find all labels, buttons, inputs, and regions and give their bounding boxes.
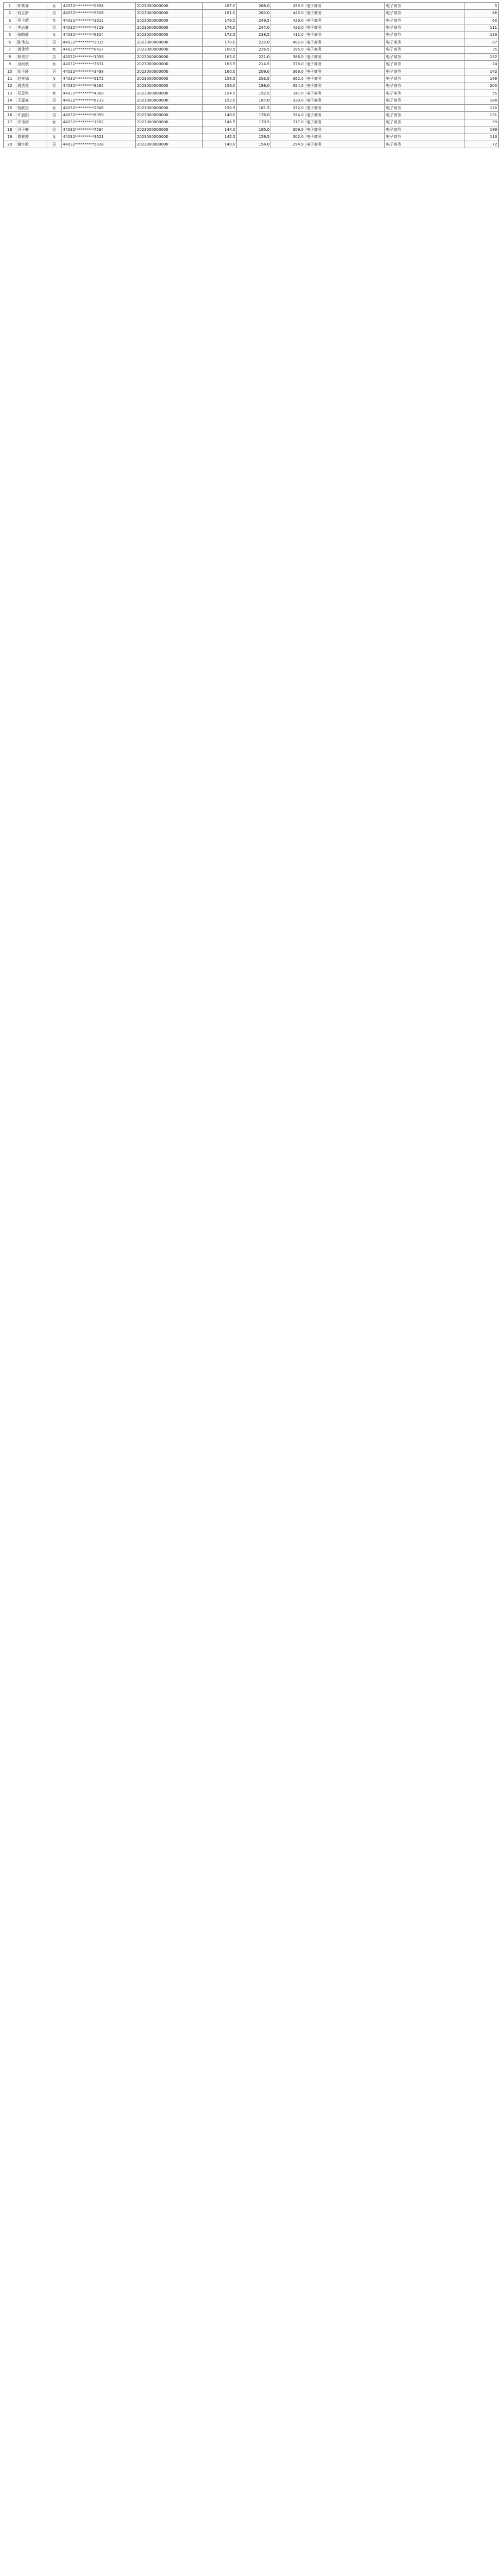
- id-number: 44032**********6713: [61, 97, 135, 104]
- student-name: 王嘉豪: [16, 97, 47, 104]
- score-a: 156.0: [203, 83, 237, 90]
- gender: 男: [47, 126, 61, 134]
- table-row: [4, 10, 499, 17]
- table-row: [4, 3, 499, 10]
- row-number: 3: [4, 17, 16, 24]
- score-a: 179.5: [203, 17, 237, 24]
- total-score: 423.0: [271, 24, 305, 31]
- exam-number: 2023000000000: [135, 134, 203, 141]
- student-name: 赵梓涵: [16, 75, 47, 83]
- student-name: 何立新: [16, 10, 47, 17]
- row-number: 8: [4, 53, 16, 60]
- score-b: 176.0: [237, 112, 271, 119]
- program: 电子商务: [385, 31, 465, 39]
- major: 电子商务: [305, 53, 385, 60]
- total-score: 443.0: [271, 10, 305, 17]
- student-name: 许晨阳: [16, 112, 47, 119]
- major: 电子商务: [305, 61, 385, 68]
- student-name: 杨欣怡: [16, 104, 47, 111]
- score-b: 247.0: [237, 24, 271, 31]
- program: 电子商务: [385, 112, 465, 119]
- gender: 男: [47, 39, 61, 46]
- row-number: 6: [4, 39, 16, 46]
- total-score: 302.0: [271, 134, 305, 141]
- row-number: 14: [4, 97, 16, 104]
- score-a: 160.0: [203, 68, 237, 75]
- total-score: 395.0: [271, 46, 305, 53]
- total-score: 354.0: [271, 83, 305, 90]
- program: 电子商务: [385, 53, 465, 60]
- total-score: 324.0: [271, 112, 305, 119]
- gender: 女: [47, 119, 61, 126]
- program: 电子商务: [385, 134, 465, 141]
- total-score: 411.0: [271, 31, 305, 39]
- id-number: 44032**********2946: [61, 104, 135, 111]
- id-number: 44032**********6324: [61, 31, 135, 39]
- student-name: 钟秦菲: [16, 3, 47, 10]
- exam-number: 2023000000000: [135, 90, 203, 97]
- gender: 男: [47, 97, 61, 104]
- student-name: 刘子轩: [16, 68, 47, 75]
- program: 电子商务: [385, 61, 465, 68]
- score-a: 165.0: [203, 53, 237, 60]
- total-score: 386.0: [271, 53, 305, 60]
- score-b: 268.0: [237, 3, 271, 10]
- exam-number: 2023000000000: [135, 3, 203, 10]
- score-b: 221.0: [237, 53, 271, 60]
- table-row: [4, 39, 499, 46]
- gender: 女: [47, 61, 61, 68]
- program: 电子商务: [385, 68, 465, 75]
- major: 电子商务: [305, 97, 385, 104]
- table-row: [4, 24, 499, 31]
- program: 电子商务: [385, 119, 465, 126]
- id-number: 44032**********8059: [61, 112, 135, 119]
- student-name: 谢宇航: [16, 141, 47, 148]
- id-number: 44032**********1056: [61, 53, 135, 60]
- score-b: 159.5: [237, 134, 271, 141]
- score-b: 249.5: [237, 17, 271, 24]
- program: 电子商务: [385, 126, 465, 134]
- gender: 男: [47, 112, 61, 119]
- rank: 123: [465, 31, 499, 39]
- exam-number: 2023000000000: [135, 10, 203, 17]
- table-row: [4, 141, 499, 148]
- row-number: 4: [4, 24, 16, 31]
- row-number: 2: [4, 10, 16, 17]
- major: 电子商务: [305, 83, 385, 90]
- student-name: 张晓敏: [16, 31, 47, 39]
- total-score: 429.0: [271, 17, 305, 24]
- gender: 女: [47, 134, 61, 141]
- program: 电子商务: [385, 90, 465, 97]
- score-b: 198.0: [237, 83, 271, 90]
- score-a: 152.0: [203, 97, 237, 104]
- rank: 131: [465, 112, 499, 119]
- major: 电子商务: [305, 31, 385, 39]
- rank: 188: [465, 126, 499, 134]
- table-row: [4, 68, 499, 75]
- exam-number: 2023000000000: [135, 141, 203, 148]
- row-number: 16: [4, 112, 16, 119]
- total-score: 347.0: [271, 90, 305, 97]
- exam-number: 2023000000000: [135, 61, 203, 68]
- student-name: 周浩然: [16, 83, 47, 90]
- id-number: 44032**********3621: [61, 134, 135, 141]
- id-number: 44032**********7294: [61, 126, 135, 134]
- score-b: 192.5: [237, 90, 271, 97]
- total-score: 309.0: [271, 126, 305, 134]
- exam-number: 2023000000000: [135, 17, 203, 24]
- program: 电子商务: [385, 24, 465, 31]
- program: 电子商务: [385, 141, 465, 148]
- score-b: 181.5: [237, 104, 271, 111]
- row-number: 10: [4, 68, 16, 75]
- major: 电子商务: [305, 134, 385, 141]
- score-b: 165.0: [237, 126, 271, 134]
- gender: 女: [47, 104, 61, 111]
- total-score: 317.0: [271, 119, 305, 126]
- id-number: 44032**********1587: [61, 119, 135, 126]
- row-number: 1: [4, 3, 16, 10]
- gender: 男: [47, 53, 61, 60]
- id-number: 44032**********4380: [61, 90, 135, 97]
- gender: 女: [47, 31, 61, 39]
- exam-number: 2023000000000: [135, 112, 203, 119]
- id-number: 44032**********9265: [61, 83, 135, 90]
- table-row: [4, 97, 499, 104]
- exam-number: 2023000000000: [135, 119, 203, 126]
- student-name: 郑思琪: [16, 90, 47, 97]
- score-b: 238.5: [237, 31, 271, 39]
- major: 电子商务: [305, 24, 385, 31]
- major: 电子商务: [305, 112, 385, 119]
- total-score: 378.0: [271, 61, 305, 68]
- id-number: 44032**********5938: [61, 141, 135, 148]
- program: 电子商务: [385, 104, 465, 111]
- id-number: 44032**********2815: [61, 39, 135, 46]
- rank: 60: [465, 17, 499, 24]
- program: 电子商务: [385, 3, 465, 10]
- exam-number: 2023000000000: [135, 97, 203, 104]
- table-row: [4, 134, 499, 141]
- score-a: 144.0: [203, 126, 237, 134]
- table-row: [4, 17, 499, 24]
- score-b: 203.5: [237, 75, 271, 83]
- student-name: 曾雅婷: [16, 134, 47, 141]
- score-b: 214.5: [237, 61, 271, 68]
- program: 电子商务: [385, 10, 465, 17]
- total-score: 402.0: [271, 39, 305, 46]
- major: 电子商务: [305, 90, 385, 97]
- table-row: [4, 112, 499, 119]
- score-a: 163.5: [203, 61, 237, 68]
- exam-number: 2023000000000: [135, 104, 203, 111]
- gender: 女: [47, 17, 61, 24]
- id-number: 44032**********5172: [61, 75, 135, 83]
- major: 电子商务: [305, 10, 385, 17]
- program: 电子商务: [385, 75, 465, 83]
- program: 电子商务: [385, 39, 465, 46]
- gender: 女: [47, 46, 61, 53]
- student-name: 林俊宇: [16, 53, 47, 60]
- rank: 168: [465, 75, 499, 83]
- score-a: 168.5: [203, 46, 237, 53]
- gender: 男: [47, 83, 61, 90]
- student-name: 罗子晴: [16, 17, 47, 24]
- exam-number: 2023000000000: [135, 68, 203, 75]
- row-number: 17: [4, 119, 16, 126]
- major: 电子商务: [305, 46, 385, 53]
- rank: 152: [465, 53, 499, 60]
- total-score: 455.0: [271, 3, 305, 10]
- score-b: 154.0: [237, 141, 271, 148]
- rank: 24: [465, 61, 499, 68]
- score-a: 187.0: [203, 3, 237, 10]
- score-a: 172.5: [203, 31, 237, 39]
- score-a: 181.0: [203, 10, 237, 17]
- table-row: [4, 61, 499, 68]
- score-table: [3, 2, 499, 148]
- table-row: [4, 126, 499, 134]
- student-name: 黄佳怡: [16, 46, 47, 53]
- rank: 46: [465, 10, 499, 17]
- student-name: 吴雨欣: [16, 61, 47, 68]
- rank: 55: [465, 90, 499, 97]
- table-row: [4, 31, 499, 39]
- student-name: 邓诗雨: [16, 119, 47, 126]
- score-b: 209.0: [237, 68, 271, 75]
- score-a: 176.0: [203, 24, 237, 31]
- row-number: 7: [4, 46, 16, 53]
- score-a: 140.0: [203, 141, 237, 148]
- total-score: 369.0: [271, 68, 305, 75]
- id-number: 44032**********8427: [61, 46, 135, 53]
- id-number: 44032**********0938: [61, 3, 135, 10]
- gender: 男: [47, 24, 61, 31]
- row-number: 11: [4, 75, 16, 83]
- program: 电子商务: [385, 97, 465, 104]
- total-score: 339.0: [271, 97, 305, 104]
- row-number: 9: [4, 61, 16, 68]
- score-a: 146.5: [203, 119, 237, 126]
- gender: 女: [47, 90, 61, 97]
- row-number: 18: [4, 126, 16, 134]
- id-number: 44032**********7631: [61, 61, 135, 68]
- row-number: 13: [4, 90, 16, 97]
- exam-number: 2023000000000: [135, 31, 203, 39]
- major: 电子商务: [305, 119, 385, 126]
- score-b: 226.5: [237, 46, 271, 53]
- exam-number: 2023000000000: [135, 39, 203, 46]
- score-a: 154.5: [203, 90, 237, 97]
- exam-number: 2023000000000: [135, 75, 203, 83]
- score-a: 150.5: [203, 104, 237, 111]
- rank: 130: [465, 104, 499, 111]
- rank: 5: [465, 3, 499, 10]
- total-score: 294.0: [271, 141, 305, 148]
- rank: 188: [465, 97, 499, 104]
- score-a: 170.0: [203, 39, 237, 46]
- program: 电子商务: [385, 83, 465, 90]
- score-a: 142.5: [203, 134, 237, 141]
- program: 电子商务: [385, 46, 465, 53]
- score-b: 170.5: [237, 119, 271, 126]
- score-b: 232.0: [237, 39, 271, 46]
- score-b: 262.0: [237, 10, 271, 17]
- major: 电子商务: [305, 126, 385, 134]
- rank: 111: [465, 24, 499, 31]
- row-number: 12: [4, 83, 16, 90]
- id-number: 44032**********3912: [61, 17, 135, 24]
- rank: 72: [465, 141, 499, 148]
- program: 电子商务: [385, 17, 465, 24]
- table-row: [4, 83, 499, 90]
- gender: 女: [47, 75, 61, 83]
- exam-number: 2023000000000: [135, 126, 203, 134]
- table-row: [4, 104, 499, 111]
- major: 电子商务: [305, 141, 385, 148]
- rank: 87: [465, 39, 499, 46]
- rank: 142: [465, 68, 499, 75]
- table-row: [4, 119, 499, 126]
- id-number: 44032**********4719: [61, 24, 135, 31]
- gender: 女: [47, 3, 61, 10]
- rank: 35: [465, 46, 499, 53]
- rank: 59: [465, 119, 499, 126]
- row-number: 20: [4, 141, 16, 148]
- table-row: [4, 46, 499, 53]
- rank: 113: [465, 134, 499, 141]
- total-score: 362.0: [271, 75, 305, 83]
- exam-number: 2023000000000: [135, 83, 203, 90]
- student-name: 李志豪: [16, 24, 47, 31]
- row-number: 5: [4, 31, 16, 39]
- gender: 男: [47, 141, 61, 148]
- gender: 男: [47, 68, 61, 75]
- table-row: [4, 90, 499, 97]
- score-table-body: [4, 3, 499, 148]
- gender: 男: [47, 10, 61, 17]
- id-number: 44032**********5836: [61, 10, 135, 17]
- exam-number: 2023000000000: [135, 24, 203, 31]
- score-a: 158.5: [203, 75, 237, 83]
- exam-number: 2023000000000: [135, 53, 203, 60]
- student-name: 冯子豪: [16, 126, 47, 134]
- row-number: 15: [4, 104, 16, 111]
- total-score: 332.0: [271, 104, 305, 111]
- table-row: [4, 75, 499, 83]
- major: 电子商务: [305, 39, 385, 46]
- major: 电子商务: [305, 3, 385, 10]
- major: 电子商务: [305, 68, 385, 75]
- table-row: [4, 53, 499, 60]
- rank: 200: [465, 83, 499, 90]
- row-number: 19: [4, 134, 16, 141]
- exam-number: 2023000000000: [135, 46, 203, 53]
- student-name: 陈伟杰: [16, 39, 47, 46]
- major: 电子商务: [305, 17, 385, 24]
- score-b: 187.0: [237, 97, 271, 104]
- major: 电子商务: [305, 104, 385, 111]
- major: 电子商务: [305, 75, 385, 83]
- id-number: 44032**********3498: [61, 68, 135, 75]
- score-a: 148.0: [203, 112, 237, 119]
